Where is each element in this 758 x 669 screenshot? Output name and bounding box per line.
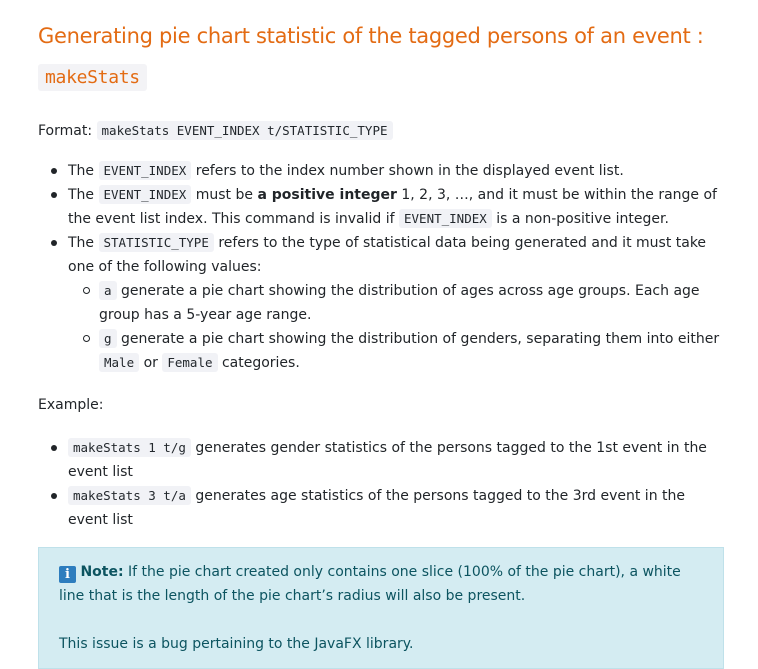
list-item: makeStats 3 t/a generates age statistics of the persons tagged to the 3rd event in the event list [50, 484, 726, 532]
info-icon: i [59, 566, 76, 583]
inline-code: STATISTIC_TYPE [99, 233, 214, 252]
emphasis: a positive integer [257, 187, 397, 203]
heading-text: Generating pie chart statistic of the tagged persons of an event : [38, 24, 704, 48]
format-label: Format: [38, 123, 93, 139]
section-heading [38, 16, 726, 98]
inline-code: EVENT_INDEX [99, 185, 192, 204]
inline-code: Male [99, 353, 139, 372]
sub-list-item: g generate a pie chart showing the distribution of genders, separating them into either Male or Female categories. [82, 327, 726, 375]
inline-code: makeStats 3 t/a [68, 486, 191, 505]
note-text: If the pie chart created only contains one slice (100% of the pie chart), a white line that is the length of the pie chart’s radius will also be present. [59, 564, 681, 604]
heading-command: makeStats [38, 64, 147, 91]
list-item: The EVENT_INDEX refers to the index number shown in the displayed event list. [50, 159, 726, 183]
note-label: Note: [80, 564, 124, 580]
note-text-2: This issue is a bug pertaining to the JavaFX library. [59, 636, 414, 652]
inline-code: g [99, 329, 117, 348]
inline-code: EVENT_INDEX [99, 161, 192, 180]
inline-code: makeStats 1 t/g [68, 438, 191, 457]
list-item: The EVENT_INDEX must be a positive integer 1, 2, 3, …, and it must be within the range of the event list index. This command is invalid if EVENT_INDEX is a non-positive integer. [50, 183, 726, 231]
inline-code: Female [162, 353, 217, 372]
example-label: Example: [38, 397, 104, 413]
list-item: makeStats 1 t/g generates gender statistics of the persons tagged to the 1st event in the event list [50, 436, 726, 484]
parameter-list [50, 159, 726, 375]
inline-code: EVENT_INDEX [399, 209, 492, 228]
format-line [38, 119, 726, 143]
note-box [38, 547, 724, 669]
inline-code: a [99, 281, 117, 300]
list-item: The STATISTIC_TYPE refers to the type of statistical data being generated and it must take one of the following values: a generate a pie chart showing the distribution of ages across age groups. Each age group has a 5-year age range. g generate a pie chart showing the distribution of genders, separating them into either Male or Female categories. [50, 231, 726, 375]
format-code: makeStats EVENT_INDEX t/STATISTIC_TYPE [97, 121, 393, 140]
value-list [82, 279, 726, 375]
example-list [50, 436, 726, 532]
sub-list-item: a generate a pie chart showing the distribution of ages across age groups. Each age group has a 5-year age range. [82, 279, 726, 327]
